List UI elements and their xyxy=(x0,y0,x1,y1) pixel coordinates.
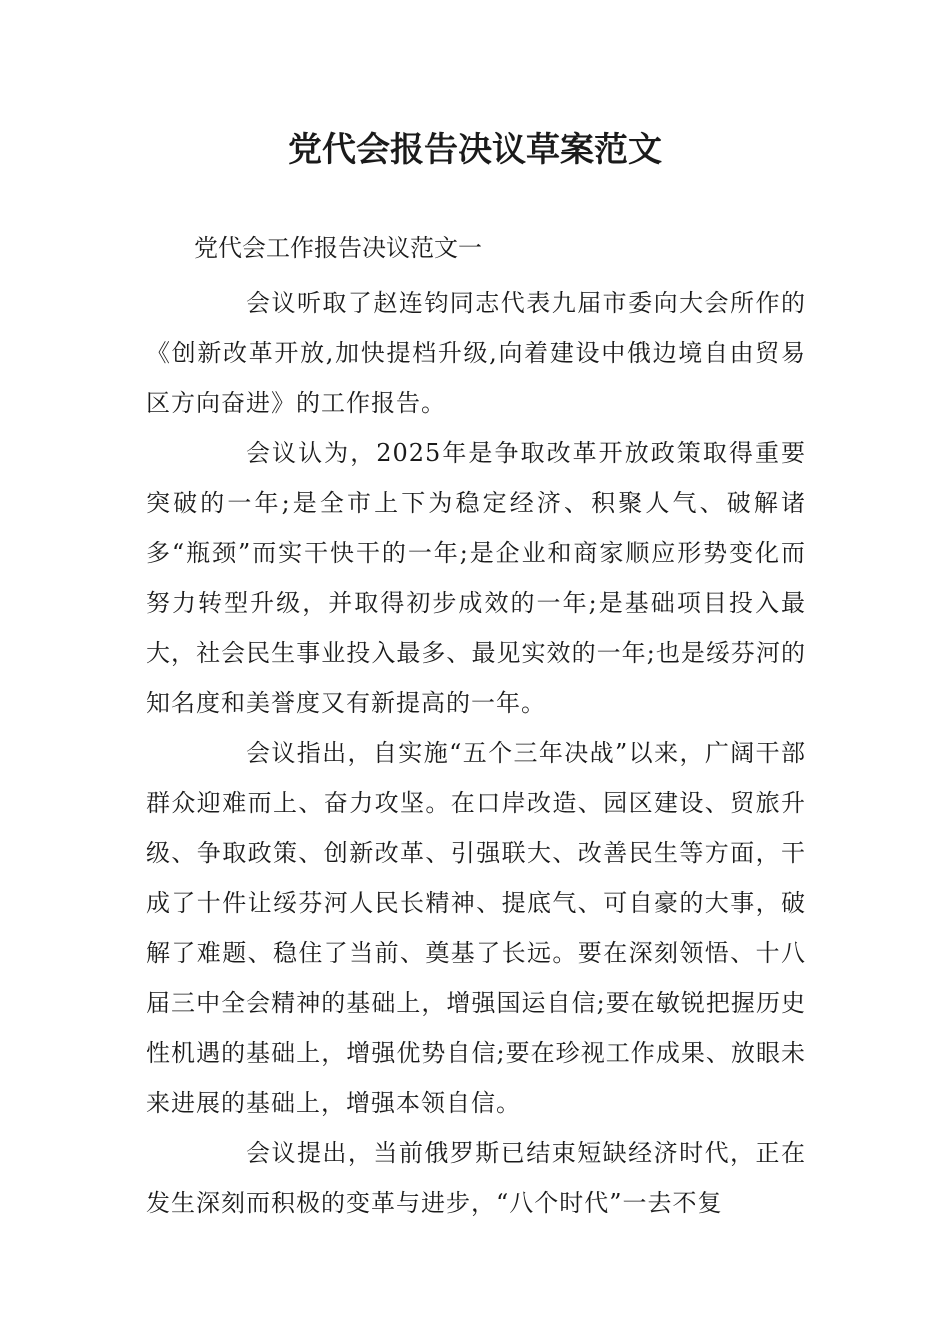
body-paragraph: 会议指出，自实施“五个三年决战”以来，广阔干部群众迎难而上、奋力攻坚。在口岸改造、园区建设、贸旅升级、争取政策、创新改革、引强联大、改善民生等方面，干成了十件让绥芬河人民长精神、提底气、可自豪的大事，破解了难题、稳住了当前、奠基了长远。要在深刻领悟、十八届三中全会精神的基础上，增强国运自信;要在敏锐把握历史性机遇的基础上，增强优势自信;要在珍视工作成果、放眼未来进展的基础上，增强本领自信。 xyxy=(146,739,806,1117)
document-title: 党代会报告决议草案范文 xyxy=(288,130,662,170)
body-paragraph: 会议提出，当前俄罗斯已结束短缺经济时代，正在发生深刻而积极的变革与进步，“八个时代”一去不复 xyxy=(146,1139,806,1217)
body-paragraph: 会议认为，2025年是争取改革开放政策取得重要突破的一年;是全市上下为稳定经济、积聚人气、破解诸多“瓶颈”而实干快干的一年;是企业和商家顺应形势变化而努力转型升级，并取得初步成效的一年;是基础项目投入最大，社会民生事业投入最多、最见实效的一年;也是绥芬河的知名度和美誉度又有新提高的一年。 xyxy=(146,439,806,717)
document-subtitle: 党代会工作报告决议范文一 xyxy=(194,234,482,262)
body-paragraph: 会议听取了赵连钧同志代表九届市委向大会所作的《创新改革开放,加快提档升级,向着建设中俄边境自由贸易区方向奋进》的工作报告。 xyxy=(146,289,806,417)
document-body xyxy=(146,278,806,1228)
